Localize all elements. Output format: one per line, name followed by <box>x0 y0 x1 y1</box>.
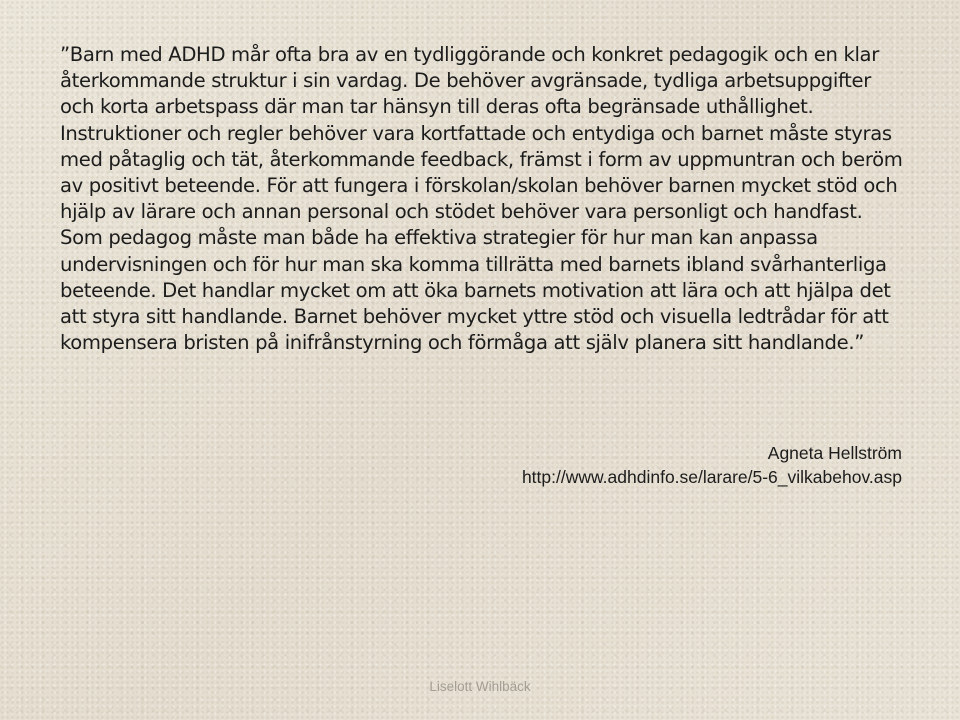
attribution <box>522 441 902 489</box>
quote-text: ”Barn med ADHD mår ofta bra av en tydliggörande och konkret pedagogik och en klar återkommande struktur i sin vardag. De behöver avgränsade, tydliga arbetsuppgifter och korta arbetspass där man tar hänsyn till deras ofta begränsade uthållighet. Instruktioner och regler behöver vara kortfattade och entydiga och barnet måste styras med påtaglig och tät, återkommande feedback, främst i form av uppmuntran och beröm av positivt beteende. För att fungera i förskolan/skolan behöver barnen mycket stöd och hjälp av lärare och annan personal och stödet behöver vara personligt och handfast. Som pedagog måste man både ha effektiva strategier för hur man kan anpassa undervisningen och för hur man ska komma tillrätta med barnets ibland svårhanterliga beteende. Det handlar mycket om att öka barnets motivation att lära och att hjälpa det att styra sitt handlande. Barnet behöver mycket yttre stöd och visuella ledtrådar för att kompensera bristen på inifrånstyrning och förmåga att själv planera sitt handlande.” <box>60 43 903 355</box>
footer-text: Liselott Wihlbäck <box>429 679 531 694</box>
source-link[interactable]: http://www.adhdinfo.se/larare/5-6_vilkabehov.asp <box>521 467 902 487</box>
author-name: Agneta Hellström <box>767 443 902 463</box>
